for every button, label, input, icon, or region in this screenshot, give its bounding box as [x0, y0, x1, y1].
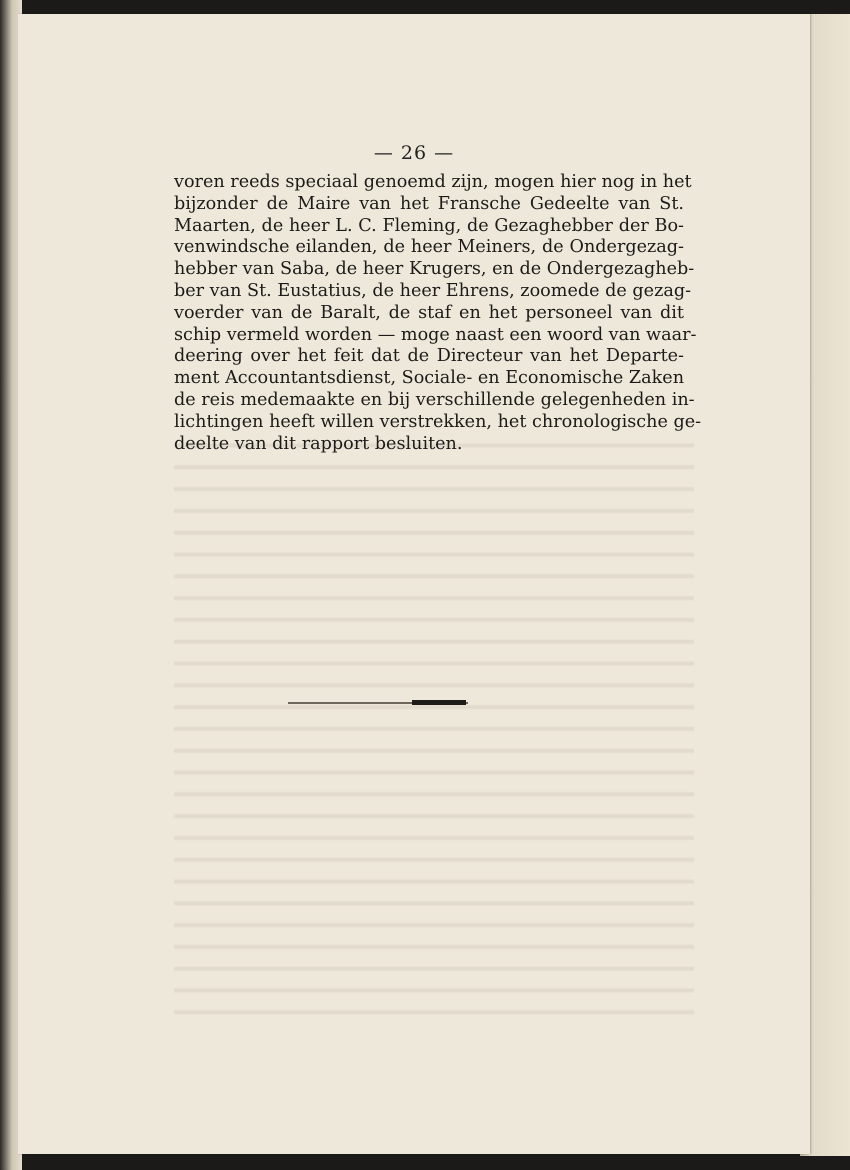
text-line: lichtingen heeft willen verstrekken, het chronologische ge- [174, 411, 702, 432]
text-line: ber van St. Eustatius, de heer Ehrens, zoomede de gezag- [174, 280, 692, 301]
text-line: voerder van de Baralt, de staf en het personeel van dit [174, 302, 684, 323]
text-line: schip vermeld worden — moge naast een woord van waar- [174, 324, 697, 345]
text-line: deering over het feit dat de Directeur van het Departe- [174, 346, 684, 367]
show-through-text [174, 430, 694, 1030]
text-line: hebber van Saba, de heer Krugers, en de Ondergezagheb- [174, 259, 695, 280]
text-line: voren reeds speciaal genoemd zijn, mogen hier nog in het [174, 172, 692, 192]
text-line: deelte van dit rapport besluiten. [174, 433, 463, 454]
section-divider-accent [412, 700, 466, 705]
text-line: de reis medemaakte en bij verschillende gelegenheden in- [174, 389, 695, 410]
text-line: bijzonder de Maire van het Fransche Gedeelte van St. [174, 193, 684, 214]
text-line: Maarten, de heer L. C. Fleming, de Gezaghebber der Bo- [174, 215, 684, 236]
page-number: — 26 — [373, 142, 455, 164]
text-line: ment Accountantsdienst, Sociale- en Economische Zaken [174, 368, 685, 389]
body-paragraph [174, 172, 702, 455]
text-line: venwindsche eilanden, de heer Meiners, de Ondergezag- [174, 237, 684, 258]
